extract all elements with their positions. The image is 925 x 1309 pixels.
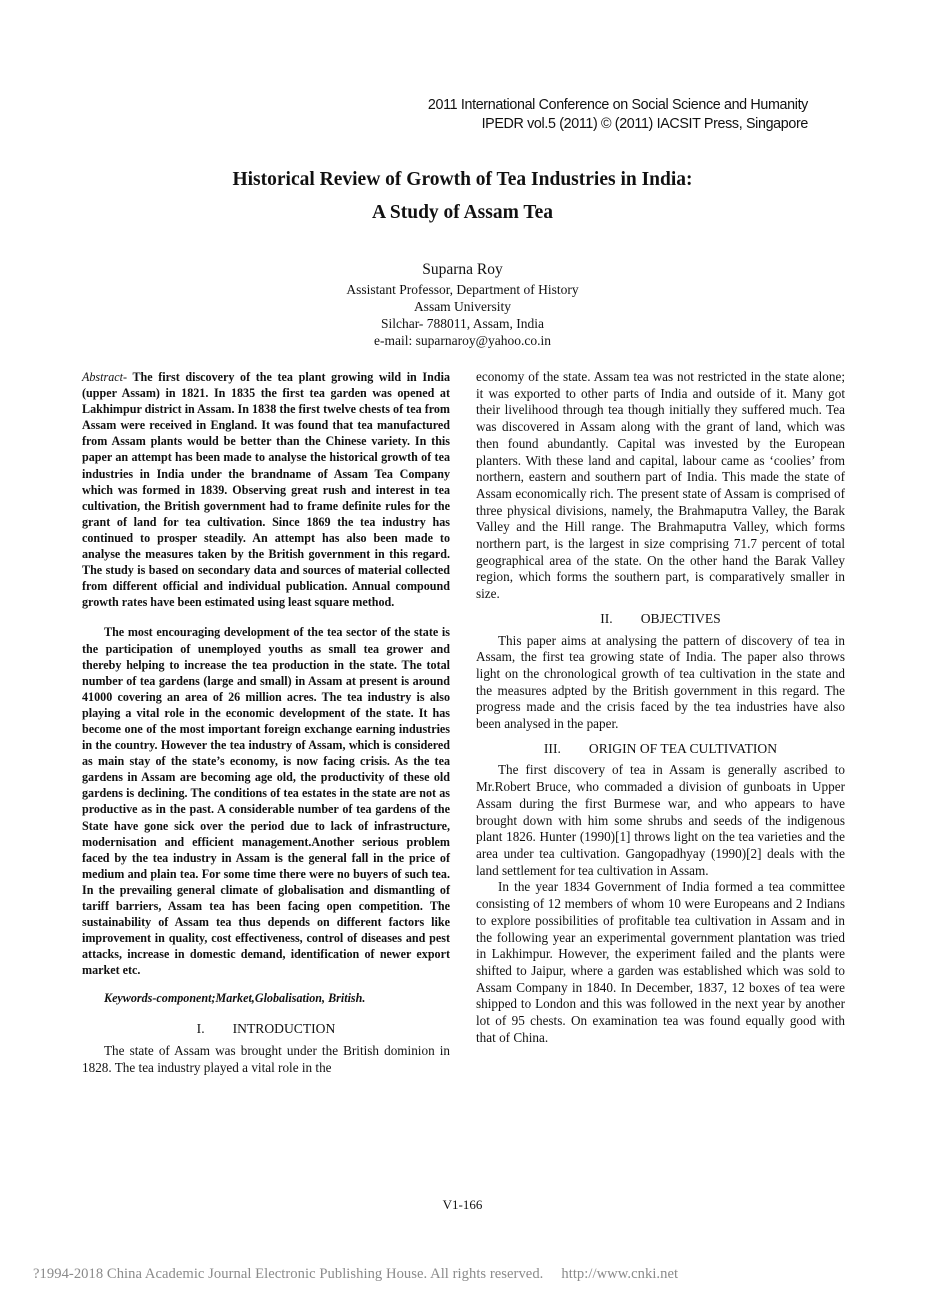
section-number: II. — [600, 610, 613, 626]
conference-header — [208, 96, 808, 134]
objectives-paragraph: This paper aims at analysing the pattern of discovery of tea in Assam, the first tea growing state of India. The paper also throws light on the chronological growth of tea cultivation in the state and the measures adpted by the British government in this regard. The progress made and the crisis faced by the tea industries have also been analysed in the paper. — [476, 632, 845, 732]
section-title: OBJECTIVES — [640, 610, 721, 626]
origin-paragraph-1: The first discovery of tea in Assam is generally ascribed to Mr.Robert Bruce, who commaded a division of gunboats in Upper Assam during the first Burmese war, and who appears to have brought down with him some shrubs and seeds of the indigenous plant 1826. Hunter (1990)[1] throws light on the tea varieties and the area under tea cultivation. Gangopadhyay (1990)[2] deals with the land settlement for tea cultivation in Assam. — [476, 762, 845, 878]
paper-title — [0, 163, 925, 229]
author-university: Assam University — [413, 299, 512, 314]
section-number: I. — [196, 1021, 205, 1037]
abstract-label: Abstract- — [82, 370, 128, 384]
author-address: Silchar- 788011, Assam, India — [380, 316, 545, 331]
author-email: e-mail: suparnaroy@yahoo.co.in — [373, 333, 551, 348]
origin-paragraph-2: In the year 1834 Government of India formed a tea committee consisting of 12 members of whom 10 were Europeans and 2 Indians to explore possibilities of profitable tea cultivation in Assam and in the following year an experimental government plantation was tried in Lakhimpur. However, the experiment failed and the plants were shifted to Jaipur, where a garden was established which was sold to Assam Company in 1840. In December, 1837, 12 boxes of tea were shipped to London and this was followed in the next year by another lot of 95 chests. On examination tea was found equally good with that of China. — [476, 879, 845, 1045]
footer-copyright: ?1994-2018 China Academic Journal Electronic Publishing House. All rights reserved. — [33, 1266, 544, 1282]
keywords: Keywords-component;Market,Globalisation, British. — [104, 991, 366, 1006]
abstract-text: The first discovery of the tea plant growing wild in India (upper Assam) in 1821. In 1835 the first tea garden was opened at Lakhimpur district in Assam. In 1838 the first twelve chests of tea from Assam were received in England. It was found that tea manufactured from Assam plants would be better than the Chinese variety. In this paper an attempt has been made to analyse the historical growth of tea industries in India under the brandname of Assam Tea Company which was formed in 1839. Observing great rush and interest in tea cultivation, the British government had to frame definite rules for the grant of land for tea cultivation. Since 1869 the tea industry has continued to prosper steadily. An attempt has also been made to analyse the measures taken by the British government in this regard. The study is based on secondary data and sources of material collected from different official and individual publication. Annual compound growth rates have been estimated using least square method. — [82, 370, 450, 610]
title-line-2: A Study of Assam Tea — [372, 202, 553, 223]
section-heading-origin — [476, 741, 845, 758]
page-number: V1-166 — [442, 1197, 483, 1212]
section-number: III. — [543, 740, 561, 756]
author-position: Assistant Professor, Department of History — [346, 282, 579, 297]
introduction-paragraph-part1: The state of Assam was brought under the British dominion in 1828. The tea industry played a vital role in the — [82, 1042, 450, 1075]
section-title: INTRODUCTION — [232, 1021, 336, 1037]
proceedings-info: IPEDR vol.5 (2011) © (2011) IACSIT Press, Singapore — [481, 116, 808, 132]
left-column — [82, 369, 450, 1076]
abstract-paragraph-2: The most encouraging development of the tea sector of the state is the participation of unemployed youths as small tea grower and thereby helping to increase the tea production in the state. The total number of tea gardens (large and small) in Assam at present is around 41000 covering an area of 26 million acres. The tea industry is also playing a vital role in the economic development of the state. It has become one of the most important foreign exchange earning industries in the country. However the tea industry of Assam, which is considered as main stay of the state’s economy, is now facing crisis. As the tea gardens in Assam are becoming age old, the productivity of these old gardens is declining. The conditions of tea estates in the state are not as productive as in the past. A considerable number of tea gardens of the State have gone sick over the period due to lack of infrastructure, modernisation and efficient management.Another serious problem faced by the tea industry in Assam is the general fall in the price of medium and plain tea. For some time there were no buyers of such tea. In the prevailing general climate of globalisation and dismantling of tariff barriers, Assam tea has been facing open competition. The sustainability of Assam tea thus depends on different factors like improvement in quality, cost effectiveness, control of diseases and pest attacks, increase in domestic demand, identification of newer export market etc. — [82, 625, 450, 978]
abstract — [82, 369, 450, 610]
author-block — [0, 258, 925, 349]
introduction-paragraph-part2: economy of the state. Assam tea was not restricted in the state alone; it was exported to other parts of India and outside of it. Many got their livelihood through tea though initially they suffered much. Tea was discovered in Assam along with the grant of land, which was then found abundantly. Capital was invested by the European planters. With these land and capital, labour came as ‘coolies’ from northern, eastern and southern part of India. This made the state of Assam economically rich. The present state of Assam is comprised of three physical divisions, namely, the Brahmaputra Valley, the Barak Valley and the Hill range. The Brahmaputra Valley, which forms northern part, is the largest in size comprising 71.7 percent of total geographical area of the state. On the other hand the Barak Valley region, which forms the southern part, is comparatively smaller in size. — [476, 369, 845, 602]
conference-name: 2011 International Conference on Social Science and Humanity — [427, 97, 808, 113]
footer-url[interactable]: http://www.cnki.net — [561, 1266, 679, 1282]
section-heading-objectives — [476, 611, 845, 628]
section-title: ORIGIN OF TEA CULTIVATION — [588, 740, 778, 756]
section-heading-introduction — [82, 1021, 450, 1038]
right-column — [476, 369, 845, 1046]
title-line-1: Historical Review of Growth of Tea Industries in India: — [232, 169, 693, 190]
footer — [33, 1266, 678, 1283]
author-name: Suparna Roy — [422, 261, 503, 278]
